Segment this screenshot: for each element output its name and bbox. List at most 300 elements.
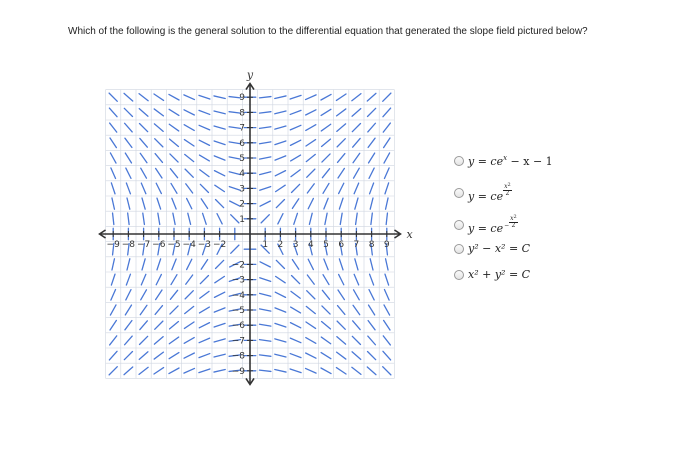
slope-segment (321, 353, 331, 359)
slope-segment (154, 337, 163, 345)
x-tick-label: −6 (152, 240, 166, 250)
slope-segment (352, 124, 360, 132)
slope-segment (214, 354, 225, 357)
choice-e[interactable] (454, 268, 530, 281)
radio-button[interactable] (454, 220, 464, 230)
slope-segment (290, 140, 300, 145)
slope-segment (354, 168, 360, 178)
slope-segment (126, 168, 131, 178)
slope-segment (323, 275, 329, 285)
slope-segment (154, 368, 164, 374)
x-tick-label: 9 (383, 240, 390, 250)
slope-segment (321, 337, 330, 344)
slope-segment (214, 308, 225, 312)
slope-segment (157, 259, 161, 270)
slope-segment (184, 95, 195, 100)
slope-segment (201, 199, 207, 209)
slope-segment (110, 305, 116, 315)
slope-segment (154, 124, 163, 132)
slope-segment (186, 184, 193, 193)
slope-segment (169, 124, 178, 131)
slope-segment (171, 183, 177, 193)
slope-segment (353, 138, 361, 147)
slope-segment (199, 155, 209, 161)
y-tick-label: −5 (231, 306, 245, 316)
slope-segment (140, 153, 147, 162)
slope-segment (354, 290, 360, 300)
slope-segment (352, 367, 361, 374)
y-tick-label: 1 (239, 214, 245, 225)
slope-segment (383, 351, 391, 360)
slope-segment (154, 94, 164, 100)
slope-segment (337, 139, 345, 147)
slope-segment (386, 198, 389, 209)
slope-segment (260, 172, 271, 175)
slope-segment (260, 187, 271, 191)
y-tick-label: −9 (231, 366, 245, 377)
slope-segment (200, 170, 209, 177)
slope-segment (156, 183, 161, 193)
slope-segment (383, 108, 391, 117)
slope-segment (368, 336, 376, 345)
slope-segment (291, 170, 300, 177)
slope-segment (140, 336, 148, 344)
y-tick-label: −3 (231, 275, 245, 286)
slope-segment (369, 305, 375, 315)
x-tick-label: 8 (368, 240, 375, 250)
tick-labels (107, 93, 390, 377)
y-tick-label: −4 (231, 290, 245, 301)
slope-segment (370, 198, 373, 209)
slope-segment (384, 153, 390, 163)
slope-segment (291, 291, 300, 298)
choice-b-label: y = ce $\frac{x^2}{2}$ (468, 182, 511, 203)
slope-segment (199, 125, 210, 130)
slope-segment (309, 213, 312, 224)
slope-segment (139, 94, 148, 101)
y-tick-label: 4 (239, 169, 245, 180)
y-tick-label: 9 (239, 93, 245, 104)
slope-segment (170, 290, 177, 299)
x-tick-label: −4 (182, 240, 196, 250)
slope-segment (125, 336, 133, 345)
slope-segment (155, 306, 162, 315)
slope-segment (216, 200, 224, 208)
y-tick-label: 3 (239, 184, 245, 195)
slope-segment (109, 108, 117, 117)
slope-segment (290, 338, 301, 343)
slope-segment (170, 154, 178, 162)
slope-segment (306, 368, 317, 373)
x-tick-label: −9 (106, 240, 120, 250)
slope-segment (214, 171, 224, 176)
slope-segment (321, 94, 331, 100)
slope-segment (370, 259, 373, 270)
slope-segment (158, 213, 160, 224)
slope-segment (112, 259, 115, 270)
slope-segment (352, 109, 361, 117)
y-axis-label: y (246, 68, 254, 82)
slope-segment (306, 95, 317, 100)
slope-segment (290, 125, 301, 130)
slope-segment (169, 109, 179, 115)
slope-segment (339, 274, 344, 284)
slope-segment (338, 290, 344, 300)
slope-segment (260, 142, 271, 144)
slope-segment (214, 292, 224, 297)
slope-segment (259, 370, 270, 371)
slope-segment (336, 368, 346, 374)
slope-segment (354, 183, 359, 194)
slope-segment (113, 213, 114, 224)
slope-segment (214, 141, 225, 145)
slope-segment (353, 305, 360, 314)
slope-segment (214, 339, 225, 342)
slope-segment (339, 198, 343, 209)
slope-segment (307, 291, 315, 299)
slope-segment (368, 123, 376, 132)
slope-segment (308, 259, 313, 269)
slope-segment (214, 126, 225, 129)
slope-segment (140, 321, 148, 330)
slope-segment (323, 183, 329, 193)
slope-segment (322, 322, 331, 329)
slope-segment (339, 259, 343, 270)
slope-segment (201, 260, 207, 270)
slope-segment (170, 322, 179, 329)
x-tick-label: 5 (323, 240, 329, 250)
slope-segment (259, 355, 270, 356)
radio-button[interactable] (454, 156, 464, 166)
slope-segment (290, 323, 300, 328)
slope-segment (383, 93, 391, 101)
slope-segment (170, 139, 179, 146)
slope-segment (199, 95, 210, 99)
slope-segment (199, 307, 209, 313)
slope-segment (141, 290, 147, 300)
slope-segment (172, 259, 176, 270)
choice-c[interactable] (454, 214, 518, 235)
choice-c-label: y = ce− $\frac{x^2}{2}$ (468, 214, 517, 235)
slope-segment (352, 352, 361, 360)
slope-segment (384, 138, 390, 148)
x-tick-label: 4 (307, 240, 314, 250)
slope-segment (126, 290, 131, 300)
slope-segment (186, 275, 193, 284)
slope-segment (139, 109, 148, 117)
slope-segment (260, 262, 270, 267)
slope-segment (356, 213, 358, 224)
slope-segment (185, 169, 193, 177)
slope-segment (260, 293, 271, 296)
choice-d[interactable] (454, 242, 530, 255)
slope-segment (124, 108, 132, 116)
slope-segment (185, 154, 194, 161)
slope-segment (142, 198, 145, 209)
slope-segment (276, 260, 284, 268)
y-tick-label: 6 (239, 138, 245, 149)
slope-segment (370, 274, 374, 285)
x-axis-label: x (406, 228, 413, 241)
slope-segment (340, 213, 342, 224)
slope-segment (294, 213, 298, 224)
slope-segment (307, 184, 314, 193)
slope-segment (184, 140, 194, 146)
slope-segment (214, 370, 225, 373)
slope-segment (383, 336, 390, 345)
slope-segment (367, 367, 376, 375)
slope-segment (276, 200, 284, 208)
slope-segment (125, 305, 131, 315)
slope-segment (306, 140, 316, 146)
slope-segment (156, 168, 162, 178)
slope-segment (216, 260, 224, 268)
y-tick-label: −6 (231, 321, 245, 332)
slope-segment (111, 290, 116, 301)
slope-segment (369, 168, 374, 178)
slope-segment (292, 276, 300, 284)
slope-segment (261, 215, 269, 223)
slope-segment (322, 169, 329, 178)
slope-segment (337, 337, 346, 345)
slope-segment (127, 259, 130, 270)
slope-segment (384, 305, 390, 315)
slope-segment (154, 109, 163, 116)
choice-a-label: $y = ce^x - x - 1$ (468, 154, 553, 168)
slope-segment (231, 215, 239, 223)
slope-segment (307, 275, 314, 284)
y-tick-label: −8 (231, 351, 245, 362)
y-tick-label: 8 (239, 108, 245, 119)
radio-button[interactable] (454, 244, 464, 254)
x-tick-label: −5 (167, 240, 181, 250)
slope-segment (185, 291, 193, 299)
slope-segment (322, 139, 331, 146)
slope-segment (125, 138, 132, 147)
radio-button[interactable] (454, 188, 464, 198)
slope-segment (141, 168, 147, 178)
slope-segment (157, 198, 161, 209)
choice-b[interactable] (454, 182, 512, 203)
slope-segment (155, 139, 163, 147)
slope-segment (290, 95, 301, 99)
slope-segment (184, 125, 194, 131)
slope-segment (214, 96, 225, 99)
slope-segment (110, 138, 116, 148)
slope-segment (368, 138, 375, 147)
slope-segment (260, 201, 270, 206)
x-tick-label: −2 (212, 240, 227, 250)
slope-field-graph (92, 64, 412, 394)
choice-a[interactable] (454, 154, 553, 168)
slope-segment (322, 290, 329, 299)
slope-segment (276, 276, 286, 282)
slope-segment (124, 352, 132, 360)
slope-segment (308, 198, 313, 208)
slope-segment (324, 198, 328, 209)
y-tick-label: −7 (231, 336, 245, 347)
slope-segment (306, 338, 316, 344)
slope-segment (184, 368, 195, 373)
slope-segment (338, 154, 345, 163)
slope-segment (306, 154, 315, 161)
slope-segment (172, 198, 176, 209)
slope-segment (260, 157, 271, 159)
slope-segment (322, 306, 330, 314)
slope-segment (259, 97, 270, 98)
slope-segment (215, 185, 225, 191)
slope-segment (140, 305, 147, 314)
slope-segment (278, 214, 283, 224)
x-tick-label: 7 (353, 240, 360, 250)
slope-segment (124, 367, 133, 375)
slope-segment (275, 292, 285, 297)
slope-segment (369, 290, 374, 300)
slope-segment (292, 184, 300, 192)
x-tick-label: 2 (277, 240, 284, 250)
slope-segment (139, 367, 148, 374)
slope-segment (321, 109, 331, 115)
slope-segment (215, 276, 225, 282)
slope-segment (110, 336, 117, 345)
slope-segment (214, 111, 225, 114)
slope-segment (322, 154, 330, 162)
slope-segment (200, 291, 209, 298)
slope-segment (275, 126, 286, 129)
slope-segment (112, 198, 115, 209)
slope-segment (143, 213, 145, 224)
choice-d-label: y² − x² = C (468, 242, 531, 255)
slope-segment (199, 323, 209, 328)
slope-segment (111, 168, 116, 179)
slope-segment (187, 198, 192, 208)
slope-segment (187, 259, 192, 269)
slope-segment (156, 290, 162, 300)
slope-segment (142, 259, 145, 270)
slope-segment (386, 213, 387, 224)
slope-segment (339, 183, 344, 193)
slope-segment (275, 339, 286, 342)
slope-segment (169, 368, 179, 374)
slope-segment (141, 183, 146, 194)
slope-segment (171, 275, 177, 285)
slope-segment (275, 323, 286, 327)
slope-segment (140, 124, 148, 132)
radio-button[interactable] (454, 270, 464, 280)
slope-segment (199, 369, 210, 373)
slope-segment (321, 124, 330, 131)
slope-segment (369, 153, 375, 163)
slope-segment (199, 140, 209, 145)
slope-segment (275, 156, 286, 160)
slope-segment (384, 290, 389, 301)
slope-segment (260, 278, 271, 282)
slope-segment (154, 352, 163, 359)
slope-segment (199, 110, 210, 114)
slope-segment (385, 274, 389, 285)
slope-segment (337, 352, 346, 359)
slope-segment (155, 154, 162, 163)
slope-segment (355, 259, 358, 270)
slope-segment (337, 109, 346, 116)
slope-segment (140, 138, 148, 147)
slope-segment (325, 213, 327, 224)
slope-segment (111, 274, 115, 285)
slope-segment (169, 353, 179, 359)
slope-segment (184, 353, 194, 358)
slope-segment (275, 141, 286, 145)
slope-segment (336, 94, 346, 100)
slope-segment (337, 124, 346, 132)
x-tick-label: −8 (121, 240, 136, 250)
slope-segment (259, 340, 270, 342)
slope-segment (214, 323, 225, 327)
slope-segment (383, 367, 391, 375)
slope-segment (353, 153, 360, 162)
slope-segment (276, 185, 286, 191)
y-tick-label: 5 (239, 154, 245, 164)
slope-segment (173, 213, 175, 224)
slope-segment (185, 306, 194, 313)
slope-segment (368, 352, 376, 360)
slope-segment (355, 198, 358, 209)
slope-segment (275, 370, 286, 373)
slope-segment (321, 368, 331, 374)
slope-segment (126, 183, 130, 194)
slope-segment (200, 276, 208, 284)
slope-segment (384, 168, 389, 179)
slope-segment (275, 308, 286, 312)
slope-segment (290, 110, 301, 114)
slope-segment (386, 259, 389, 270)
slope-segment (170, 169, 177, 178)
slope-segment (184, 338, 194, 344)
slope-segment (337, 321, 345, 329)
slope-segment (384, 320, 390, 330)
x-tick-label: 1 (262, 240, 269, 250)
y-tick-label: −2 (231, 260, 245, 271)
y-tick-label: 2 (239, 199, 245, 210)
slope-segment (110, 320, 116, 330)
slope-segment (275, 171, 285, 176)
slope-segment (110, 123, 117, 132)
slope-segment (352, 94, 361, 101)
slope-segment (368, 108, 376, 116)
slope-segment (170, 306, 178, 314)
slope-segment (155, 321, 163, 329)
slope-segment (203, 213, 207, 224)
slope-segment (260, 309, 271, 311)
slope-segment (260, 324, 271, 326)
slope-segment (291, 155, 301, 161)
slope-segment (259, 112, 270, 113)
slope-segment (111, 183, 115, 194)
slope-segment (125, 153, 131, 163)
slope-segment (259, 127, 270, 129)
slope-segment (290, 369, 301, 373)
slope-segment (125, 123, 133, 132)
slope-segment (128, 213, 129, 224)
slope-segment (324, 259, 328, 270)
slope-segment (184, 322, 194, 328)
slope-segment (126, 274, 130, 285)
slope-segment (385, 183, 389, 194)
slope-segment (368, 321, 375, 330)
x-tick-label: −3 (197, 240, 212, 250)
slope-segment (199, 354, 210, 358)
slope-segment (307, 169, 315, 177)
slope-segment (275, 111, 286, 114)
